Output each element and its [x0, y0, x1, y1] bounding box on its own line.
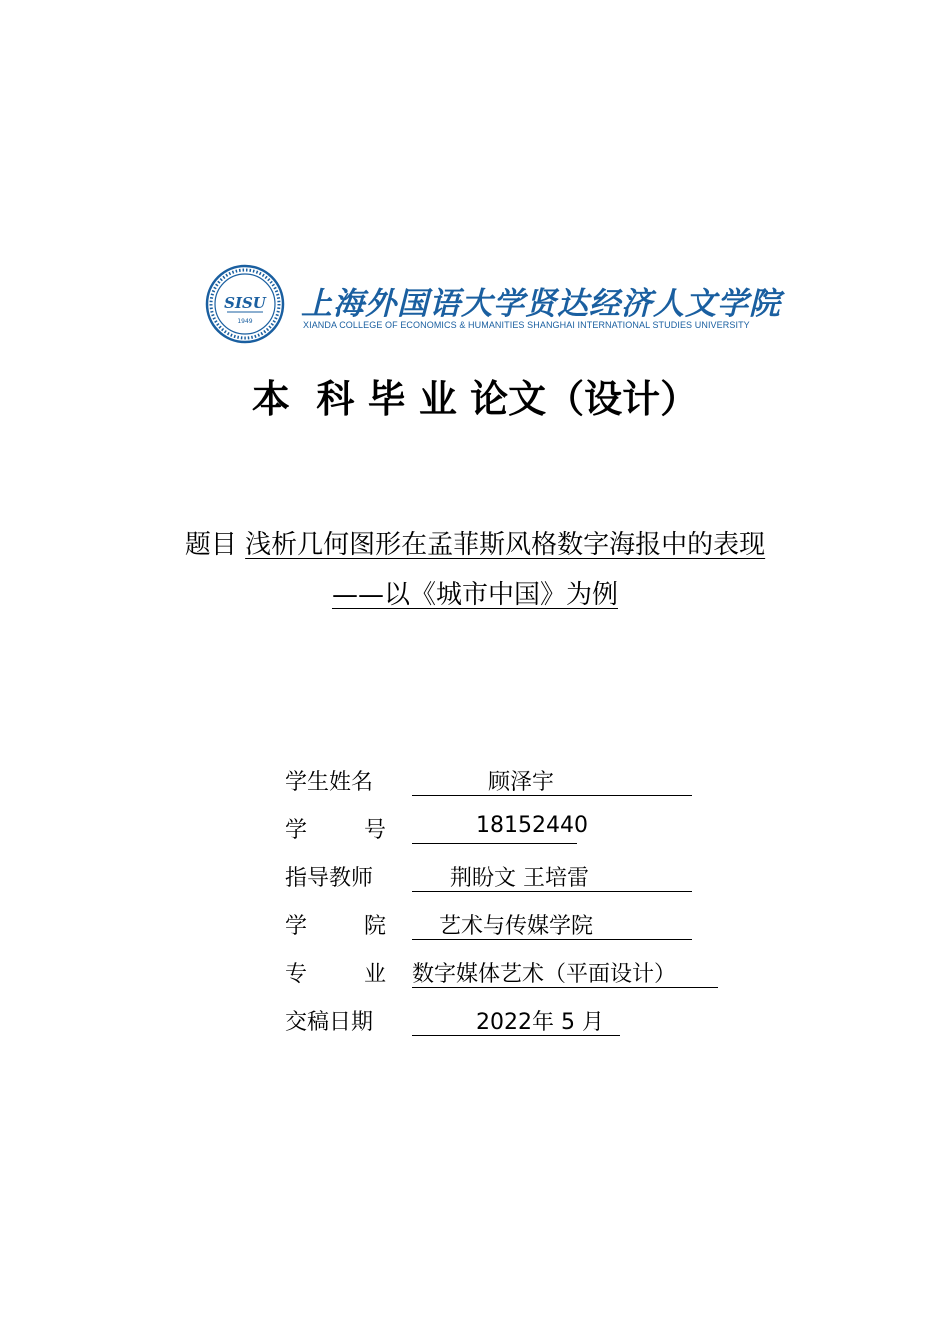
info-value: 数字媒体艺术（平面设计）: [412, 962, 677, 987]
seal-text: SISU: [224, 294, 266, 312]
info-value: 顾泽宇: [488, 770, 555, 795]
college-logo: [205, 264, 781, 344]
info-value: 艺术与传媒学院: [439, 914, 594, 939]
college-name-cn: 上海外国语大学贤达经济人文学院: [301, 286, 781, 322]
seal-year: 1949: [237, 318, 253, 325]
underline: [412, 1035, 620, 1036]
info-label: 专 业: [285, 962, 386, 987]
topic-title-main: 浅析几何图形在孟菲斯风格数字海报中的表现: [245, 530, 766, 560]
college-name-en: XIANDA COLLEGE OF ECONOMICS & HUMANITIES SHANGHAI INTERNATIONAL STUDIES UNIVERSITY: [303, 320, 750, 330]
info-value: 荆盼文 王培雷: [450, 866, 589, 891]
info-value: 18152440: [476, 813, 588, 838]
info-label: 学生姓名: [285, 770, 374, 795]
topic-line-1: [0, 524, 950, 561]
underline: [412, 939, 692, 940]
underline: [412, 795, 692, 796]
info-value: 2022年 5 月: [476, 1010, 604, 1035]
info-label: 交稿日期: [285, 1010, 374, 1035]
topic-title-sub: ——以《城市中国》为例: [331, 580, 618, 610]
college-seal-icon: [205, 264, 285, 344]
underline: [412, 987, 718, 988]
underline: [412, 891, 692, 892]
topic-line-2: [0, 574, 950, 611]
underline: [412, 843, 577, 844]
info-label: 学 号: [285, 818, 386, 843]
document-title: 本 科 毕 业 论文（设计）: [251, 377, 699, 421]
info-label: 学 院: [285, 914, 386, 939]
info-label: 指导教师: [285, 866, 374, 891]
topic-label: 题目: [184, 530, 237, 560]
